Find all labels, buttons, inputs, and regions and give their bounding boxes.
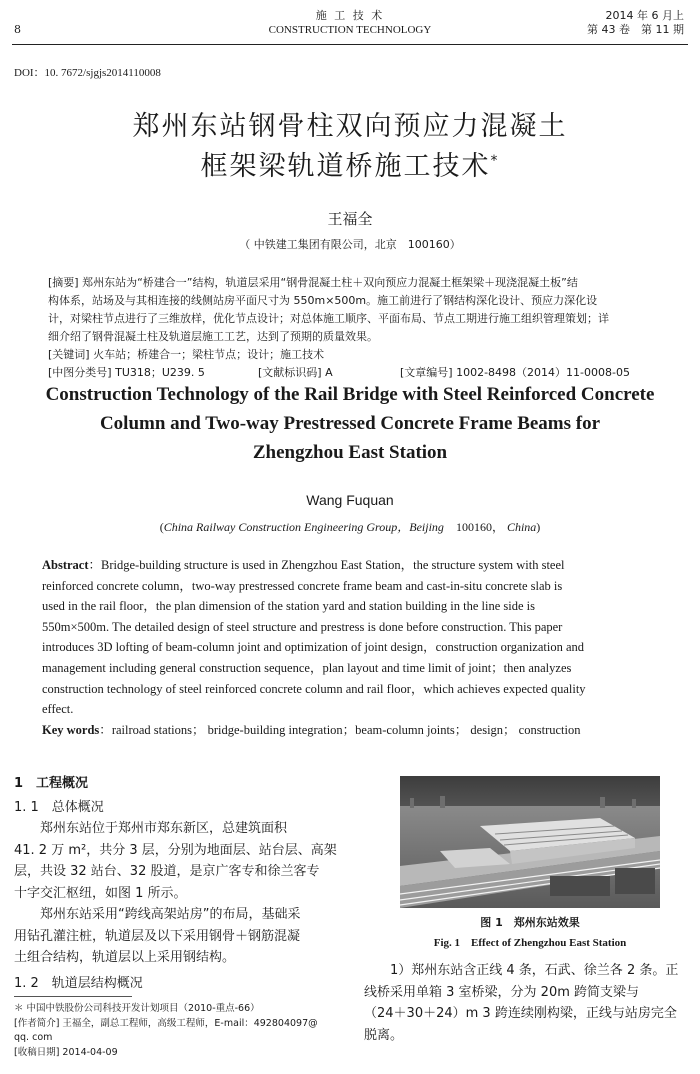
affiliation-cn: （ 中铁建工集团有限公司，北京 100160）	[239, 238, 461, 251]
section-1-2-heading: 1. 2 轨道层结构概况	[14, 976, 143, 991]
title-cn-line-2	[0, 144, 700, 183]
abstract-cn-line-1: [摘要] 郑州东站为“桥建合一”结构，轨道层采用“钢骨混凝土柱＋双向预应力混凝土框架梁＋现浇混凝土板”结	[48, 276, 578, 289]
affiliation-en: (China Railway Construction Engineering Group，Beijing 100160， China)	[159, 520, 541, 534]
abstract-cn-line-2: 构体系，站场及与其相连接的线侧站房平面尺寸为 550m×500m。施工前进行了钢结构深化设计、预应力深化设	[48, 294, 598, 307]
title-cn-line-1: 郑州东站钢骨柱双向预应力混凝土	[132, 111, 568, 142]
abstract-en-line-1: Abstract：Bridge-building structure is used in Zhengzhou East Station，the structure system with steel	[42, 558, 565, 572]
footnote-rule	[14, 996, 132, 997]
keywords-cn-label: [关键词]	[48, 348, 90, 361]
abstract-en-line-7: construction technology of steel reinforced concrete column and rail floor，which achieves expected quality	[42, 681, 586, 696]
paragraph-line: 线桥采用单箱 3 室桥梁，分为 20m 跨简支梁与	[364, 984, 640, 1000]
footnote-funding: ＊ 中国中铁股份公司科技开发计划项目（2010-重点-66）	[14, 1003, 260, 1014]
abstract-en-line-5: introduces 3D lofting of beam-column joint and optimization of joint design，construction organization and	[42, 640, 585, 655]
page-number: 8	[14, 23, 21, 36]
paragraph-line: 41. 2 万 m²，共分 3 层，分别为地面层、站台层、高架	[14, 842, 337, 858]
figure-caption-cn: 图 1 郑州东站效果	[480, 916, 580, 929]
abstract-en-line-4: 550m×500m. The detailed design of steel structure and prestress is done before construction. This paper	[42, 619, 563, 634]
title-footnote-mark: *	[490, 153, 500, 169]
paragraph-line: 十字交汇枢纽，如图 1 所示。	[14, 885, 187, 901]
paragraph-line: 层，共设 32 站台、32 股道，是京广客专和徐兰客专	[14, 864, 320, 879]
author-cn: 王福全	[327, 210, 373, 228]
clc: [中图分类号] TU318；U239. 5	[48, 366, 205, 379]
keywords-en-label: Key words	[42, 722, 100, 737]
abstract-en	[42, 555, 657, 740]
footnote-received: [收稿日期] 2014-04-09	[14, 1046, 118, 1058]
article-number: [文章编号] 1002-8498（2014）11-0008-05	[400, 366, 630, 379]
abstract-en-line-3: used in the rail floor，the plan dimension of the station yard and station building in the line side is	[42, 599, 535, 614]
paragraph-line: 1）郑州东站含正线 4 条，石武、徐兰各 2 条。正	[390, 963, 679, 978]
journal-name-en: CONSTRUCTION TECHNOLOGY	[268, 24, 432, 36]
abstract-cn	[48, 274, 658, 382]
keywords-cn: [关键词] 火车站；桥建合一；梁柱节点；设计；施工技术	[48, 348, 325, 361]
keywords-en: Key words：railroad stations； bridge-building integration；beam-column joints； design； construction	[42, 722, 581, 737]
footnotes	[14, 1002, 344, 1060]
paragraph-line: 郑州东站采用“跨线高架站房”的布局，基础采	[40, 907, 301, 922]
abstract-en-line-6: management including general construction sequence，plan layout and time limit of joint；then analyzes	[42, 660, 572, 675]
doc-code: [文献标识码] A	[258, 366, 333, 379]
abstract-cn-line-4: 细介绍了钢骨混凝土柱及轨道层施工工艺，达到了预期的质量效果。	[48, 330, 378, 343]
doi: DOI：10. 7672/sjgjs2014110008	[14, 67, 161, 79]
paragraph-main-line	[364, 960, 686, 1046]
issue-date: 2014 年 6 月上	[605, 9, 684, 22]
footnote-author: [作者简介] 王福全，副总工程师，高级工程师，E-mail：492804097@	[14, 1017, 318, 1029]
figure-caption-en: Fig. 1 Effect of Zhengzhou East Station	[433, 937, 627, 949]
title-cn-line-2-text: 框架梁轨道桥施工技术	[200, 151, 491, 182]
journal-name-cn: 施 工 技 术	[315, 9, 385, 22]
station-rendering-image	[400, 776, 660, 908]
paragraph-line: 土组合结构，轨道层以上采用钢结构。	[14, 950, 236, 965]
paragraph-line: 脱离。	[364, 1027, 404, 1043]
station-rendering-svg	[400, 776, 660, 908]
paragraph-line: 用钻孔灌注桩，轨道层及以下采用钢骨＋钢筋混凝	[14, 928, 301, 944]
title-en	[20, 380, 680, 467]
footnote-author-cont: qq. com	[14, 1032, 53, 1043]
section-1-heading: 1 工程概况	[14, 776, 89, 791]
abstract-en-line-2: reinforced concrete column，two-way prestressed concrete frame beam and cast-in-situ concrete slab is	[42, 578, 563, 593]
abstract-cn-label: [摘要]	[48, 276, 79, 289]
paragraph-overview	[14, 818, 344, 969]
title-en-line-2: Column and Two-way Prestressed Concrete Frame Beams for	[99, 413, 601, 434]
header-rule	[12, 44, 688, 45]
paragraph-line: 郑州东站位于郑州市郑东新区，总建筑面积	[40, 821, 288, 836]
abstract-cn-line-3: 计，对梁柱节点进行了三维放样，优化节点设计；对总体施工顺序、平面布局、节点工期进行施工组织管理策划；详	[48, 312, 609, 325]
title-en-line-1: Construction Technology of the Rail Bridge with Steel Reinforced Concrete	[45, 384, 655, 405]
issue-volume: 第 43 卷 第 11 期	[587, 23, 684, 36]
author-en: Wang Fuquan	[306, 492, 394, 508]
abstract-en-label: Abstract	[42, 558, 89, 572]
paragraph-line: （24＋30＋24）m 3 跨连续刚构梁，正线与站房完全	[364, 1006, 677, 1021]
section-1-1-heading: 1. 1 总体概况	[14, 800, 104, 815]
abstract-en-line-8: effect.	[42, 702, 74, 717]
title-en-line-3: Zhengzhou East Station	[252, 442, 448, 463]
